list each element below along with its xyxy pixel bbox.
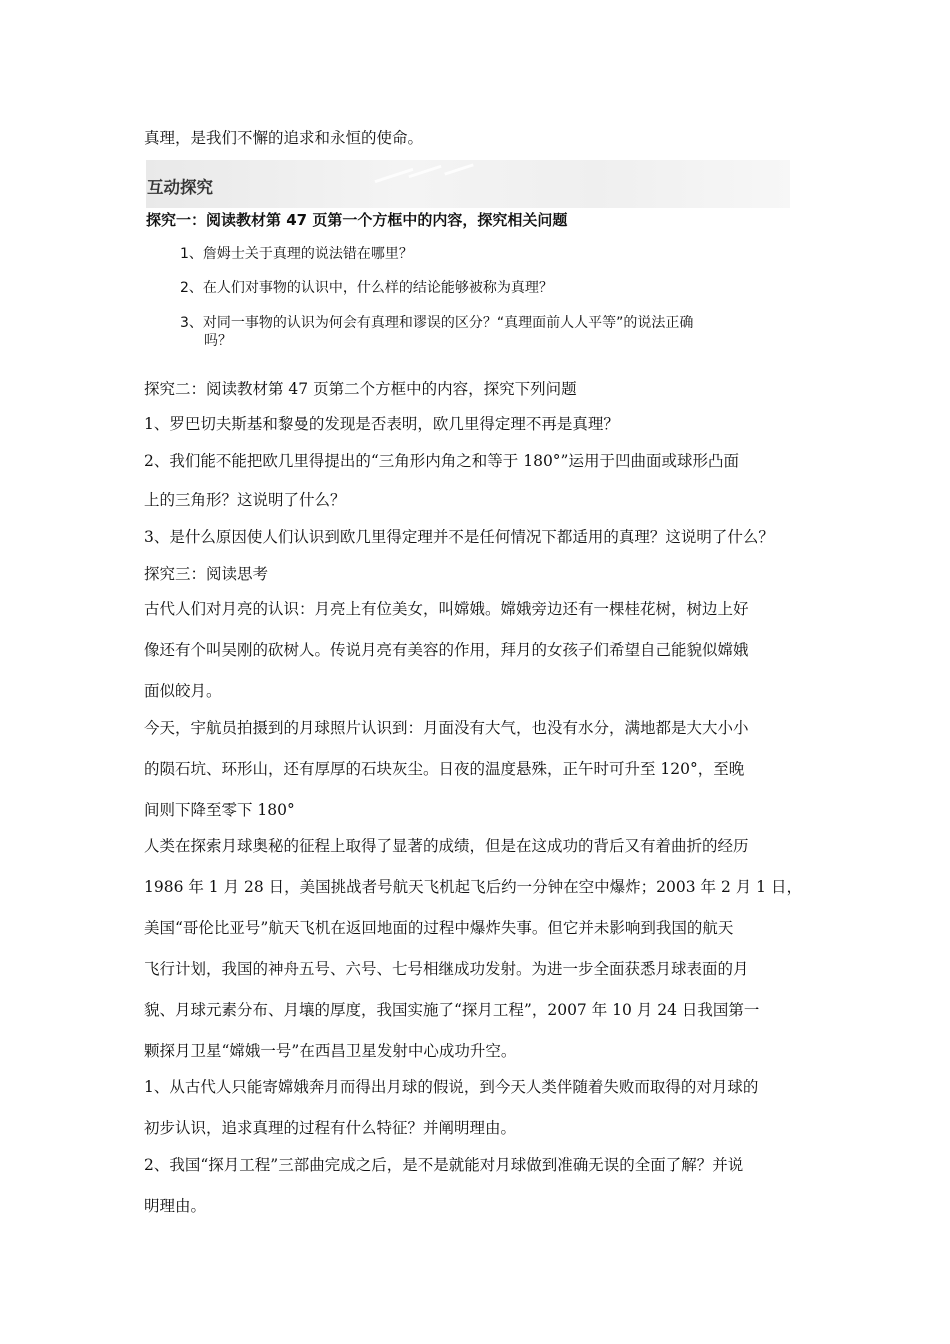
inquiry2-question-3: 3、是什么原因使人们认识到欧几里得定理并不是任何情况下都适用的真理？这说明了什么？ [144,528,774,546]
inquiry3-para3-line3: 美国“哥伦比亚号”航天飞机在返回地面的过程中爆炸失事。但它并未影响到我国的航天 [144,919,734,937]
section-title: 互动探究 [147,178,213,197]
inquiry1-heading: 探究一：阅读教材第 47 页第一个方框中的内容，探究相关问题 [146,211,568,229]
inquiry3-para2-line1: 今天，宇航员拍摄到的月球照片认识到：月面没有大气，也没有水分，满地都是大大小小 [144,719,749,737]
inquiry3-para1-line1: 古代人们对月亮的认识：月亮上有位美女，叫嫦娥。嫦娥旁边还有一棵桂花树，树边上好 [144,600,749,618]
inquiry2-question-2: 2、我们能不能把欧几里得提出的“三角形内角之和等于 180°”运用于凹曲面或球形凸面 [144,452,739,470]
inquiry1-question-3: 3、对同一事物的认识为何会有真理和谬误的区分？“真理面前人人平等”的说法正确 [180,315,694,331]
inquiry3-question-2: 2、我国“探月工程”三部曲完成之后，是不是就能对月球做到准确无误的全面了解？并说 [144,1156,744,1174]
inquiry2-question-2-cont: 上的三角形？这说明了什么？ [144,491,346,509]
inquiry3-para1-line2: 像还有个叫吴刚的砍树人。传说月亮有美容的作用，拜月的女孩子们希望自己能貌似嫦娥 [144,641,749,659]
inquiry3-para3-line5: 貌、月球元素分布、月壤的厚度，我国实施了“探月工程”，2007 年 10 月 24 日我国第一 [144,1001,760,1019]
inquiry3-para1-line3: 面似皎月。 [144,682,222,700]
inquiry3-para2-line2: 的陨石坑、环形山，还有厚厚的石块灰尘。日夜的温度悬殊，正午时可升至 120°，至晚 [144,760,745,778]
inquiry3-question-1-cont: 初步认识，追求真理的过程有什么特征？并阐明理由。 [144,1119,517,1137]
section-banner [146,160,790,208]
inquiry3-para3-line2: 1986 年 1 月 28 日，美国挑战者号航天飞机起飞后约一分钟在空中爆炸；2003 年 2 月 1 日， [144,878,802,896]
inquiry3-para3-line1: 人类在探索月球奥秘的征程上取得了显著的成绩，但是在这成功的背后又有着曲折的经历 [144,837,749,855]
inquiry1-question-3-cont: 吗？ [204,333,232,349]
inquiry2-question-1: 1、罗巴切夫斯基和黎曼的发现是否表明，欧几里得定理不再是真理？ [144,415,619,433]
inquiry2-heading: 探究二：阅读教材第 47 页第二个方框中的内容，探究下列问题 [144,380,577,398]
inquiry3-heading: 探究三：阅读思考 [144,565,269,583]
inquiry3-question-2-cont: 明理由。 [144,1197,207,1215]
inquiry3-para3-line4: 飞行计划，我国的神舟五号、六号、七号相继成功发射。为进一步全面获悉月球表面的月 [144,960,749,978]
inquiry3-para3-line6: 颗探月卫星“嫦娥一号”在西昌卫星发射中心成功升空。 [144,1042,517,1060]
inquiry3-question-1: 1、从古代人只能寄嫦娥奔月而得出月球的假说，到今天人类伴随着失败而取得的对月球的 [144,1078,759,1096]
inquiry3-para2-line3: 间则下降至零下 180° [144,801,295,819]
inquiry1-question-2: 2、在人们对事物的认识中，什么样的结论能够被称为真理？ [180,280,553,296]
inquiry1-question-1: 1、詹姆士关于真理的说法错在哪里？ [180,246,413,262]
intro-text: 真理，是我们不懈的追求和永恒的使命。 [144,129,424,147]
